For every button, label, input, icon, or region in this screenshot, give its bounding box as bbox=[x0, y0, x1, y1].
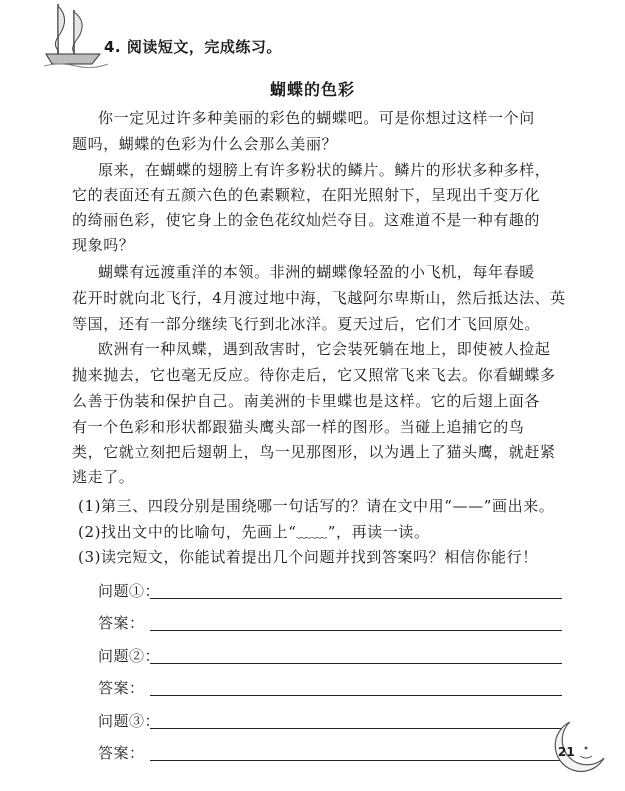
answer-blank-line[interactable] bbox=[150, 598, 562, 599]
question-2: (2)找出文中的比喻句，先画上“﹏﹏”，再读一读。 bbox=[78, 523, 430, 541]
question-label-1: 问题①： bbox=[98, 582, 161, 600]
passage-line: 欧洲有一种凤蝶，遇到敌害时，它会装死躺在地上，即使被人捡起 bbox=[98, 340, 551, 358]
passage-line: 它的表面还有五颜六色的色素颗粒，在阳光照射下，呈现出千变万化 bbox=[72, 186, 541, 204]
answer-label-1: 答案： bbox=[98, 614, 145, 632]
passage-line: 的绮丽色彩，使它身上的金色花纹灿烂夺目。这难道不是一种有趣的 bbox=[72, 211, 541, 229]
sailing-ship-icon bbox=[40, 0, 112, 68]
answer-blank-line[interactable] bbox=[150, 760, 562, 761]
passage-line: 么善于伪装和保护自己。南美洲的卡里蝶也是这样。它的后翅上面各 bbox=[72, 392, 541, 410]
passage-line: 花开时就向北飞行，4月渡过地中海，飞越阿尔卑斯山，然后抵达法、英 bbox=[72, 289, 566, 307]
passage-title: 蝴蝶的色彩 bbox=[269, 80, 355, 99]
passage-line: 等国，还有一部分继续飞行到北冰洋。夏天过后，它们才飞回原处。 bbox=[72, 315, 541, 333]
answer-label-3: 答案： bbox=[98, 744, 145, 762]
passage-line: 类，它就立刻把后翅朝上，鸟一见那图形，以为遇上了猫头鹰，就赶紧 bbox=[72, 443, 556, 461]
question-label-3: 问题③： bbox=[98, 712, 161, 730]
question-3: (3)读完短文，你能试着提出几个问题并找到答案吗？相信你能行！ bbox=[78, 548, 538, 566]
answer-blank-line[interactable] bbox=[150, 630, 562, 631]
answer-blank-line[interactable] bbox=[150, 663, 562, 664]
question-1: (1)第三、四段分别是围绕哪一句话写的？请在文中用“——”画出来。 bbox=[78, 497, 555, 515]
passage-line: 现象吗？ bbox=[72, 236, 135, 254]
section-title: 4. 阅读短文，完成练习。 bbox=[104, 38, 282, 56]
crescent-moon-icon bbox=[540, 718, 610, 778]
passage-line: 蝴蝶有远渡重洋的本领。非洲的蝴蝶像轻盈的小飞机，每年春暖 bbox=[98, 263, 535, 281]
passage-line: 原来，在蝴蝶的翅膀上有许多粉状的鳞片。鳞片的形状多种多样， bbox=[98, 161, 551, 179]
answer-blank-line[interactable] bbox=[150, 695, 562, 696]
passage-line: 逃走了。 bbox=[72, 468, 135, 486]
passage-line: 你一定见过许多种美丽的彩色的蝴蝶吧。可是你想过这样一个问 bbox=[98, 109, 535, 127]
passage-line: 有一个色彩和形状都跟猫头鹰头部一样的图形。当碰上追捕它的鸟 bbox=[72, 418, 525, 436]
answer-label-2: 答案： bbox=[98, 679, 145, 697]
answer-blank-line[interactable] bbox=[150, 728, 562, 729]
question-label-2: 问题②： bbox=[98, 647, 161, 665]
page-number: 21 bbox=[558, 745, 575, 759]
passage-line: 抛来抛去，它也毫无反应。待你走后，它又照常飞来飞去。你看蝴蝶多 bbox=[72, 366, 556, 384]
passage-line: 题吗，蝴蝶的色彩为什么会那么美丽？ bbox=[72, 135, 338, 153]
